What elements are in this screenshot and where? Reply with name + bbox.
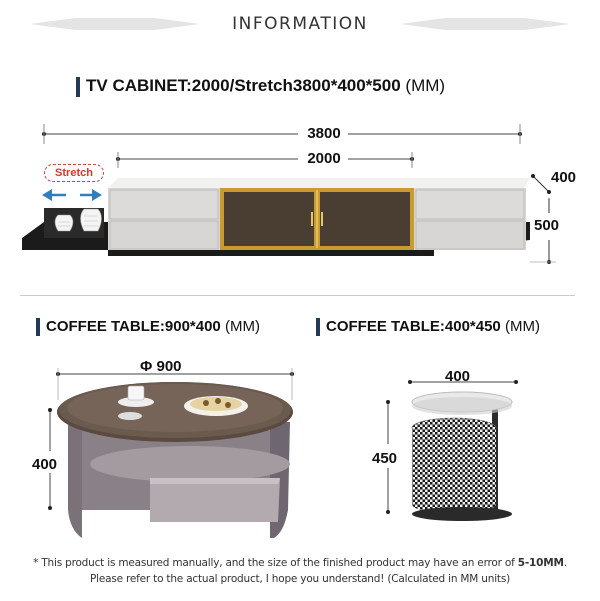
small-table-height-label: 450	[372, 450, 398, 467]
title-bar-icon	[36, 318, 40, 336]
small-table-width-label: 400	[445, 368, 471, 385]
tv-cabinet-unit: (MM)	[405, 76, 446, 95]
tv-cabinet-illustration	[0, 110, 600, 270]
coffee-table-round-unit: (MM)	[224, 318, 260, 335]
page-title: INFORMATION	[232, 14, 368, 34]
round-coffee-table-illustration	[30, 360, 310, 550]
footnote-line-1-end: .	[563, 557, 567, 569]
round-table-height-label: 400	[32, 456, 58, 473]
dim-depth: 400	[551, 169, 577, 186]
coffee-table-small-unit: (MM)	[504, 318, 540, 335]
coffee-table-small-title-text: COFFEE TABLE:400*450	[326, 318, 501, 335]
dim-total-length: 3800	[307, 125, 341, 142]
round-table-diameter-label: Φ 900	[140, 358, 182, 375]
section-divider	[20, 295, 575, 296]
coffee-table-round-title	[36, 318, 260, 336]
footnote-error-range: 5-10MM	[517, 557, 564, 569]
dim-base-length: 2000	[307, 150, 341, 167]
title-bar-icon	[316, 318, 320, 336]
tv-cabinet-title	[76, 76, 445, 97]
header-decoration-right	[400, 17, 570, 29]
footnote-line-2: Please refer to the actual product, I hope you understand! (Calculated in MM units)	[89, 573, 510, 585]
footnote-line-1	[0, 557, 600, 569]
footnote-line-1-text: * This product is measured manually, and the size of the finished product may have an error of	[33, 557, 518, 569]
coffee-table-round-title-text: COFFEE TABLE:900*400	[46, 318, 221, 335]
title-bar-icon	[76, 77, 80, 97]
coffee-table-small-title	[316, 318, 540, 336]
dim-height: 500	[534, 217, 560, 234]
stretch-label: Stretch	[44, 164, 104, 182]
tv-cabinet-title-text: TV CABINET:2000/Stretch3800*400*500	[86, 76, 401, 95]
